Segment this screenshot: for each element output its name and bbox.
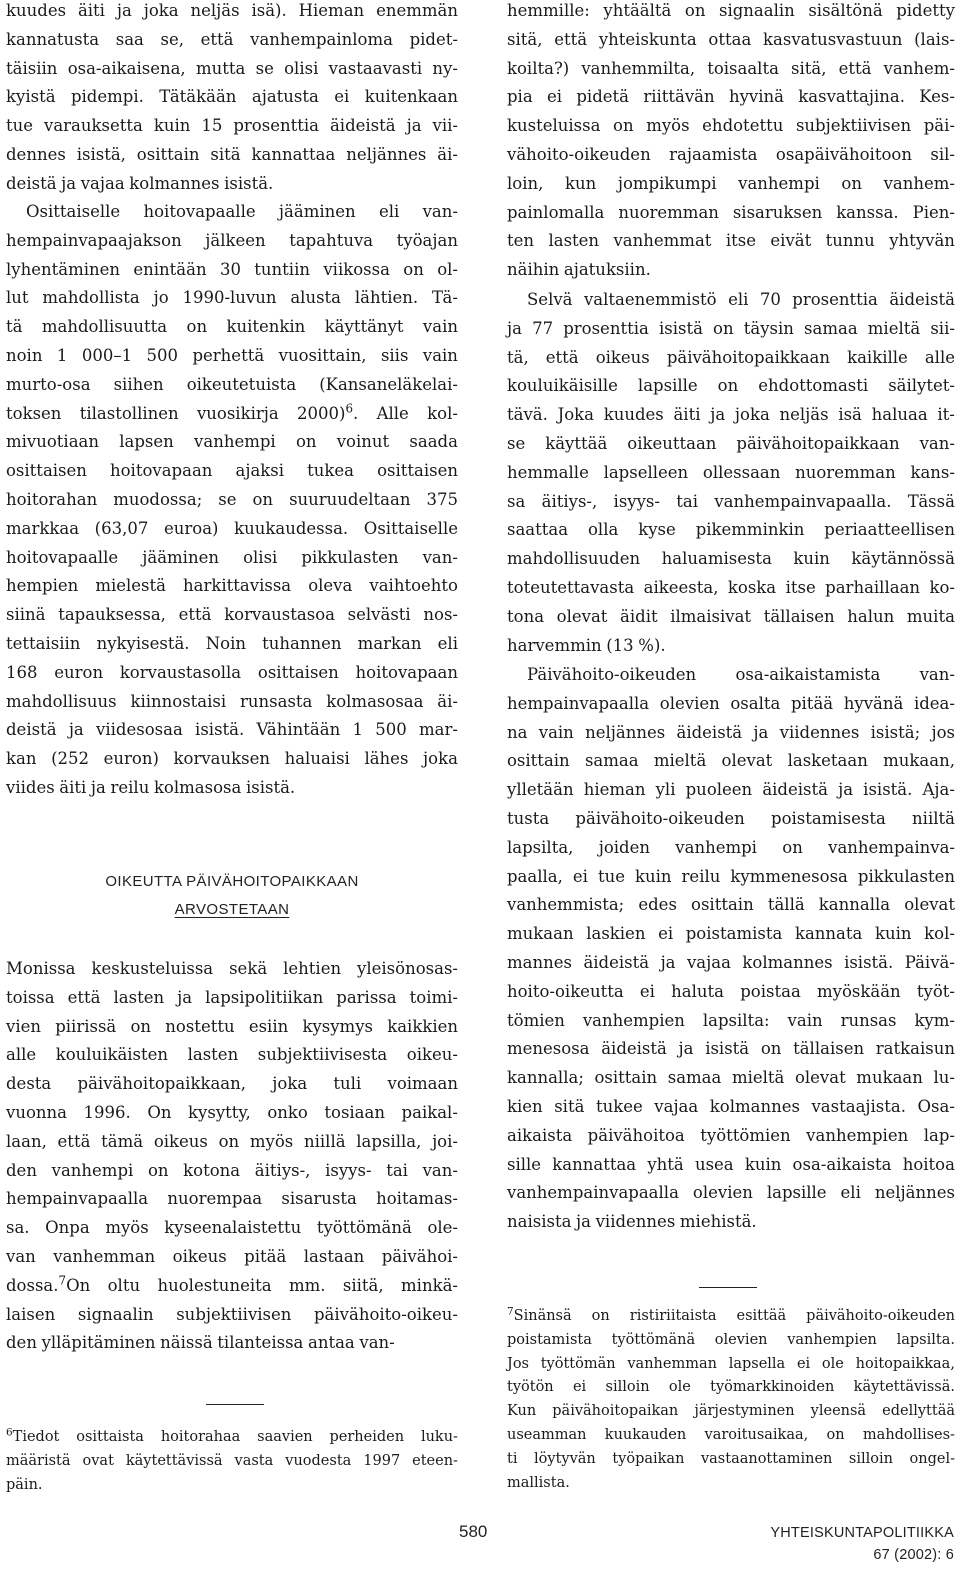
text-line: mannes äideistä ja vajaa kolmannes isistä. Päivä- xyxy=(507,952,955,972)
footnote-line: Kun päivähoitopaikan järjestyminen yleensä edellyttää xyxy=(507,1403,955,1420)
journal-issue: 67 (2002): 6 xyxy=(873,1547,954,1563)
text-line: naisista ja viidennes miehistä. xyxy=(507,1212,757,1232)
text-line: kusteluissa on myös ehdotettu subjektiivisen päi- xyxy=(507,116,955,136)
text-line: paalla, ei tue kuin reilu kymmenesosa pikkulasten xyxy=(507,866,955,886)
text-line: tä mahdollisuutta on kuitenkin käyttänyt vain xyxy=(6,317,458,337)
text-line: Selvä valtaenemmistö eli 70 prosenttia äideistä xyxy=(527,290,955,309)
footnote-rule xyxy=(699,1287,757,1288)
text-line: kan (252 euron) korvauksen haluaisi lähes joka xyxy=(6,749,458,769)
text-line: sa äitiys-, isyys- tai vanhempainvapaalla. Tässä xyxy=(507,491,955,511)
text-line: lyhentäminen enintään 30 tuntiin viikossa on ol- xyxy=(6,259,458,279)
text-line: sille kannattaa yhtä usea kuin osa-aikaista hoitoa xyxy=(507,1154,955,1174)
text-line: hoitorahan muodossa; se on suuruudeltaan 375 xyxy=(6,489,458,509)
text-line: tä, että oikeus päivähoitopaikkaan kaikille alle xyxy=(507,347,955,367)
paragraph xyxy=(6,198,458,803)
text-line: Monissa keskusteluissa sekä lehtien yleisönosas- xyxy=(6,959,458,978)
text-line: mahdollisuuden haluamisesta kuin käytännössä xyxy=(507,549,955,569)
text-line: deistä ja vajaa kolmannes isistä. xyxy=(6,173,274,193)
text-line: sitä, että yhteiskunta ottaa kasvatusvastuun (lais- xyxy=(507,29,955,49)
section-heading xyxy=(6,868,458,924)
text-line: Osittaiselle hoitovapaalle jääminen eli van- xyxy=(26,202,458,221)
text-line: ten lasten vanhemmat itse eivät tunnu yhtyvän xyxy=(507,231,955,251)
text-line: sa. Onpa myös kyseenalaistettu työttömänä ole- xyxy=(6,1218,458,1238)
text-line: alle kouluikäisten lasten subjektiivisesta oikeu- xyxy=(6,1045,458,1065)
text-line: noin 1 000–1 500 perhettä vuosittain, siis vain xyxy=(6,345,458,365)
footnote-line: useamman kuukauden varoitusaikaa, on mahdollises- xyxy=(507,1426,955,1443)
text-line: se käyttää oikeuttaan päivähoitopaikkaan van- xyxy=(507,433,955,453)
word: dossa.$^7$On xyxy=(6,1273,91,1295)
footnote-line: $^7$Sinänsä on ristiriitaista esittää päivähoito-oikeuden xyxy=(507,1305,955,1324)
text-line: toteutettavasta aikeesta, koska itse parhaillaan ko- xyxy=(507,577,955,597)
text-line: hemmille: yhtäältä on signaalin sisältönä pidetty xyxy=(507,1,955,20)
text-line: kyistä pidempi. Tätäkään ajatusta ei kuitenkaan xyxy=(6,87,458,107)
footnote-line: määristä ovat käytettävissä vasta vuodesta 1997 eteen- xyxy=(6,1452,458,1469)
text-line: toissa että lasten ja lapsipolitiikan parissa toimi- xyxy=(6,987,458,1007)
text-line: osittain samaa mieltä olevat lasketaan mukaan, xyxy=(507,751,955,771)
text-line: näihin ajatuksiin. xyxy=(507,260,651,280)
text-line: hempainvapaalla olevien osalta pitää hyvänä idea- xyxy=(507,693,955,713)
paragraph xyxy=(507,286,955,660)
footnote-number: 7 xyxy=(507,1305,514,1318)
footnote-line: poistamista työttömänä olevien vanhempien lapsilta. xyxy=(507,1331,955,1348)
journal-name: YHTEISKUNTAPOLITIIKKA xyxy=(770,1525,954,1541)
footnote-marker: 7 xyxy=(58,1273,67,1288)
text-line: Päivähoito-oikeuden osa-aikaistamista van- xyxy=(527,665,955,684)
text-line: osittaisen hoitovapaan ajaksi tukea osittaisen xyxy=(6,461,458,481)
text-line: 168 euron korvaustasolla osittaisen hoitovapaan xyxy=(6,662,458,682)
text-line: siinä tapauksessa, että korvaustasoa selvästi nos- xyxy=(6,605,458,625)
text-line: toksen tilastollinen vuosikirja 2000)$^6$. Alle kol- xyxy=(6,400,458,429)
text-line: vanhemmista; edes osittain tällä kannalla olevat xyxy=(507,895,955,915)
text-line: kuudes äiti ja joka neljäs isä). Hieman enemmän xyxy=(6,1,458,20)
text-line: mukaan laskien ei poistamista kannata kuin kol- xyxy=(507,924,955,944)
text-line: mivuotiaan lapsen vanhempi on voinut saada xyxy=(6,432,458,452)
heading-line: OIKEUTTA PÄIVÄHOITOPAIKKAAN xyxy=(105,873,359,890)
text-line: täisiin osa-aikaisena, mutta se olisi vastaavasti ny- xyxy=(6,58,458,78)
footnote-line: Jos työttömän vanhemman lapsella ei ole hoitopaikkaa, xyxy=(507,1355,955,1372)
text-line: loin, kun jompikumpi vanhempi on vanhem- xyxy=(507,173,955,193)
text-line: na vain neljännes äideistä ja viidennes isistä; jos xyxy=(507,722,955,742)
text-line: tusta päivähoito-oikeuden poistamisesta niiltä xyxy=(507,808,955,828)
text-line: mahdollisuus kiinnostaisi runsasta kolmasosaa äi- xyxy=(6,691,458,711)
text-line: hempien mielestä harkittavissa oleva vaihtoehto xyxy=(6,576,458,596)
text-line: ja 77 prosenttia isistä on täysin samaa mieltä sii- xyxy=(507,318,955,338)
text-line: aikaista päivähoitoa työttömien vanhempien lap- xyxy=(507,1125,955,1145)
text-line: laan, että tämä oikeus on myös niillä lapsilla, joi- xyxy=(6,1131,458,1151)
text-line: koilta?) vanhemmilta, toisaalta sitä, että vanhem- xyxy=(507,58,955,78)
paragraph xyxy=(507,0,955,285)
footnote-line: ti löytyvän työpaikan vastaanottaminen silloin ongel- xyxy=(507,1450,955,1467)
text-line: harvemmin (13 %). xyxy=(507,635,666,655)
word: vuosikirja xyxy=(196,403,279,423)
page-number: 580 xyxy=(459,1522,488,1541)
text-line: saattaa olla kyse pikemminkin periaatteellisen xyxy=(507,520,955,540)
text-line: vien piirissä on nostettu esiin kysymys kaikkien xyxy=(6,1016,458,1036)
footnote-line: $^6$Tiedot osittaista hoitorahaa saavien perheiden luku- xyxy=(6,1426,458,1445)
heading-line: ARVOSTETAAN xyxy=(174,901,290,918)
text-line: hempainvapaajakson jälkeen tapahtuva työajan xyxy=(6,230,458,250)
text-line: viides äiti ja reilu kolmasosa isistä. xyxy=(6,777,296,797)
text-line: markkaa (63,07 euroa) kuukaudessa. Osittaiselle xyxy=(6,518,458,538)
text-line: vähoito-oikeuden rajaamista osapäivähoitoon sil- xyxy=(507,144,955,164)
word: toksen xyxy=(6,403,62,423)
text-line: tona olevat äidit ilmaisivat tällaisen halun muita xyxy=(507,606,955,626)
footnote-line: mallista. xyxy=(507,1474,570,1491)
text-line: den ylläpitäminen näissä tilanteissa antaa van- xyxy=(6,1333,395,1353)
text-line: menesosa äideistä ja isistä on tällaisen ratkaisun xyxy=(507,1039,955,1059)
text-line: laisen signaalin subjektiivisen päivähoito-oikeu- xyxy=(6,1304,458,1324)
word: 2000)$^6$. xyxy=(297,401,359,423)
text-line: dossa.$^7$On oltu huolestuneita mm. siitä, minkä- xyxy=(6,1272,458,1301)
text-line: kannalla; osittain samaa mieltä olevat mukaan lu- xyxy=(507,1068,955,1088)
text-line: hempainvapaalla nuorempaa sisarusta hoitamas- xyxy=(6,1189,458,1209)
footnote-rule xyxy=(206,1404,264,1405)
text-line: ylletään hieman yli puoleen äideistä ja isistä. Aja- xyxy=(507,780,955,800)
text-line: tävä. Joka kuudes äiti ja joka neljäs isä haluaa it- xyxy=(507,405,955,425)
footnote xyxy=(507,1305,955,1495)
text-line: vanhempainvapaalla olevien lapsille eli neljännes xyxy=(507,1183,955,1203)
paragraph xyxy=(507,661,955,1237)
paragraph xyxy=(6,0,458,199)
text-line: kien sitä tukee vajaa kolmannes vastaajista. Osa- xyxy=(507,1096,955,1116)
text-line: hoito-oikeutta ei haluta poistaa myöskään työt- xyxy=(507,981,955,1001)
text-line: van vanhemman oikeus pitää lastaan päivähoi- xyxy=(6,1246,458,1266)
footnote-line: päin. xyxy=(6,1476,43,1493)
text-line: desta päivähoitopaikkaan, joka tuli voimaan xyxy=(6,1074,458,1094)
text-line: lapsilta, joiden vanhempi on vanhempainva- xyxy=(507,837,955,857)
text-line: deistä ja viidesosaa isistä. Vähintään 1 500 mar- xyxy=(6,720,458,740)
text-line: tue varauksetta kuin 15 prosenttia äideistä ja vii- xyxy=(6,116,458,136)
paragraph xyxy=(6,955,458,1358)
footnote xyxy=(6,1426,458,1497)
text-line: hemmalle lapselleen ollessaan nuoremman kans- xyxy=(507,462,955,482)
text-line: den vanhempi on kotona äitiys-, isyys- tai van- xyxy=(6,1160,458,1180)
text-line: pia ei pidetä riittävän hyvinä kasvattajina. Kes- xyxy=(507,87,955,107)
text-line: murto-osa siihen oikeutetuista (Kansaneläkelai- xyxy=(6,374,458,394)
text-line: lut mahdollista jo 1990-luvun alusta lähtien. Tä- xyxy=(6,288,458,308)
text-line: painlomalla nuoremman sisaruksen kanssa. Pien- xyxy=(507,202,955,222)
text-line: tömien vanhempien lapsilta: vain runsas kym- xyxy=(507,1010,955,1030)
footnote-number: 6 xyxy=(6,1426,13,1439)
word: tilastollinen xyxy=(79,403,179,423)
text-line: dennes isistä, osittain sitä kannattaa neljännes äi- xyxy=(6,144,458,164)
footnote-marker: 6 xyxy=(345,401,354,416)
footnote-line: työtön ei silloin ole työmarkkinoiden käytettävissä. xyxy=(507,1379,955,1396)
text-line: tettaisiin nykyisestä. Noin tuhannen markan eli xyxy=(6,633,458,653)
text-line: hoitovapaalle jääminen olisi pikkulasten van- xyxy=(6,547,458,567)
text-line: vuonna 1996. On kysytty, onko tosiaan paikal- xyxy=(6,1102,458,1122)
text-line: kannatusta saa se, että vanhempainloma pidet- xyxy=(6,29,458,49)
journal-info xyxy=(770,1522,954,1566)
text-line: kouluikäisille lapsille on ehdottomasti säilytet- xyxy=(507,376,955,396)
